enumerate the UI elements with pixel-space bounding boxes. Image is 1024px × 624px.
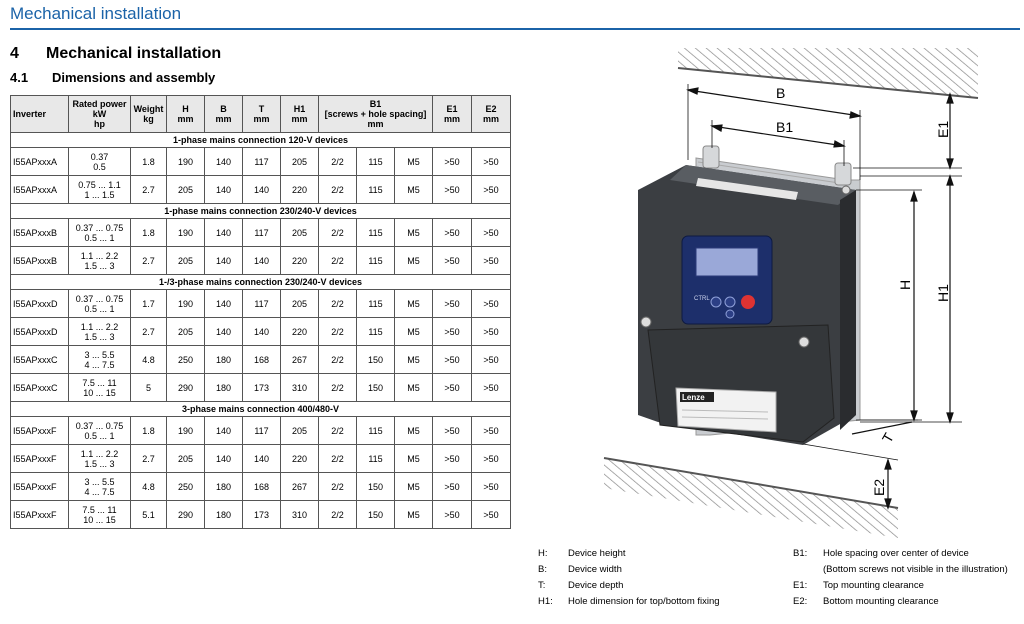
header-rated-power: Rated power kW hp (69, 96, 131, 133)
cell-t: 117 (243, 219, 281, 247)
cell-hp: 1.5 ... 3 (84, 331, 115, 342)
header-b: B mm (205, 96, 243, 133)
cell-b: 180 (205, 346, 243, 374)
header-e1: E1 mm (433, 96, 472, 133)
cell-hp: 0.5 ... 1 (84, 430, 115, 441)
top-bracket-left (703, 146, 719, 168)
cell-e1: >50 (433, 473, 472, 501)
screw-right (799, 337, 809, 347)
cell-spacing: 115 (357, 247, 395, 275)
cell-rated-power (69, 445, 131, 473)
cell-kw: 0.37 ... 0.75 (75, 420, 124, 431)
cell-inverter: I55APxxxD (11, 318, 69, 346)
cell-e2: >50 (472, 290, 511, 318)
cell-thread: M5 (395, 473, 433, 501)
cell-spacing: 150 (357, 374, 395, 402)
cell-h: 250 (167, 346, 205, 374)
cell-rated-power (69, 148, 131, 176)
cell-thread: M5 (395, 501, 433, 529)
cell-e2: >50 (472, 247, 511, 275)
cell-screws: 2/2 (319, 318, 357, 346)
cell-h1: 267 (281, 473, 319, 501)
cell-e1: >50 (433, 247, 472, 275)
cell-inverter: I55APxxxB (11, 247, 69, 275)
cell-inverter: I55APxxxC (11, 346, 69, 374)
cell-hp: 0.5 (93, 161, 106, 172)
cell-kw: 0.37 ... 0.75 (75, 222, 124, 233)
cell-e1: >50 (433, 445, 472, 473)
cell-h1: 205 (281, 148, 319, 176)
cell-inverter: I55APxxxD (11, 290, 69, 318)
cell-weight: 2.7 (131, 445, 167, 473)
cell-hp: 1 ... 1.5 (84, 189, 115, 200)
cell-hp: 10 ... 15 (83, 514, 116, 525)
cell-kw: 0.75 ... 1.1 (78, 179, 121, 190)
screw-top-right (842, 186, 850, 194)
cell-hp: 4 ... 7.5 (84, 486, 115, 497)
cell-inverter: I55APxxxB (11, 219, 69, 247)
cell-hp: 1.5 ... 3 (84, 260, 115, 271)
cell-e2: >50 (472, 219, 511, 247)
cell-b: 140 (205, 318, 243, 346)
cell-hp: 10 ... 15 (83, 387, 116, 398)
cell-screws: 2/2 (319, 417, 357, 445)
cell-thread: M5 (395, 148, 433, 176)
cell-thread: M5 (395, 219, 433, 247)
cell-thread: M5 (395, 374, 433, 402)
cell-e2: >50 (472, 318, 511, 346)
cell-screws: 2/2 (319, 176, 357, 204)
legend-left (538, 546, 720, 610)
cell-kw: 7.5 ... 11 (82, 504, 117, 515)
cell-weight: 1.7 (131, 290, 167, 318)
cell-hp: 4 ... 7.5 (84, 359, 115, 370)
cell-h: 190 (167, 290, 205, 318)
cell-weight: 5 (131, 374, 167, 402)
label-h: H (897, 279, 913, 290)
table-row (11, 445, 511, 473)
cell-spacing: 150 (357, 473, 395, 501)
legend-item-e1: E1: Top mounting clearance (793, 580, 924, 591)
cell-inverter: I55APxxxF (11, 445, 69, 473)
cell-h1: 220 (281, 445, 319, 473)
cell-screws: 2/2 (319, 290, 357, 318)
cell-kw: 1.1 ... 2.2 (80, 250, 119, 261)
cell-rated-power (69, 247, 131, 275)
header-b1: B1 [screws + hole spacing] mm (319, 96, 433, 133)
section-number: 4.1 (10, 70, 29, 85)
cell-h1: 310 (281, 374, 319, 402)
table-row (11, 417, 511, 445)
cell-e1: >50 (433, 346, 472, 374)
keypad-back-button (711, 297, 721, 307)
keypad-down-button (726, 310, 734, 318)
cell-e1: >50 (433, 374, 472, 402)
cell-h1: 205 (281, 417, 319, 445)
cell-spacing: 115 (357, 318, 395, 346)
group-title: 3-phase mains connection 400/480-V (11, 402, 511, 417)
cell-h: 190 (167, 148, 205, 176)
cell-b: 180 (205, 374, 243, 402)
table-row (11, 290, 511, 318)
table-header-row (11, 96, 511, 133)
cell-rated-power (69, 346, 131, 374)
cell-e1: >50 (433, 290, 472, 318)
table-row (11, 318, 511, 346)
cell-spacing: 115 (357, 445, 395, 473)
legend-item-b1: B1: Hole spacing over center of device (793, 548, 969, 559)
cell-thread: M5 (395, 290, 433, 318)
cell-h1: 220 (281, 318, 319, 346)
cell-e2: >50 (472, 148, 511, 176)
cell-kw: 3 ... 5.5 (84, 476, 115, 487)
cell-h: 205 (167, 247, 205, 275)
cell-e1: >50 (433, 501, 472, 529)
cell-e2: >50 (472, 445, 511, 473)
cell-inverter: I55APxxxA (11, 148, 69, 176)
cell-rated-power (69, 501, 131, 529)
cell-kw: 1.1 ... 2.2 (80, 321, 119, 332)
cell-weight: 1.8 (131, 148, 167, 176)
cell-weight: 1.8 (131, 417, 167, 445)
cell-e1: >50 (433, 219, 472, 247)
cell-rated-power (69, 417, 131, 445)
cell-h1: 267 (281, 346, 319, 374)
cell-screws: 2/2 (319, 219, 357, 247)
keypad-enter-button (725, 297, 735, 307)
cell-screws: 2/2 (319, 445, 357, 473)
cell-kw: 0.37 (90, 151, 109, 162)
inverter-dimension-illustration (598, 40, 1018, 540)
legend-item-h: H: Device height (538, 548, 626, 559)
cell-t: 168 (243, 473, 281, 501)
cell-t: 173 (243, 501, 281, 529)
cell-e2: >50 (472, 176, 511, 204)
cell-b: 180 (205, 501, 243, 529)
cell-inverter: I55APxxxF (11, 473, 69, 501)
cell-e1: >50 (433, 148, 472, 176)
cell-h: 190 (167, 417, 205, 445)
cell-b: 140 (205, 148, 243, 176)
legend-item-b1-note: (Bottom screws not visible in the illustration) (823, 564, 1008, 575)
cell-screws: 2/2 (319, 148, 357, 176)
cell-t: 140 (243, 318, 281, 346)
keypad-stop-button (741, 295, 755, 309)
cell-inverter: I55APxxxA (11, 176, 69, 204)
cell-e1: >50 (433, 176, 472, 204)
cell-kw: 7.5 ... 11 (82, 377, 117, 388)
cell-t: 140 (243, 247, 281, 275)
dimension-h (856, 190, 922, 420)
cell-t: 173 (243, 374, 281, 402)
keypad-display (696, 248, 758, 276)
cell-rated-power (69, 374, 131, 402)
cell-thread: M5 (395, 247, 433, 275)
cell-hp: 0.5 ... 1 (84, 303, 115, 314)
cell-screws: 2/2 (319, 346, 357, 374)
cell-weight: 5.1 (131, 501, 167, 529)
cell-h: 190 (167, 219, 205, 247)
cell-spacing: 150 (357, 501, 395, 529)
table-row (11, 219, 511, 247)
dimensions-table (10, 95, 511, 529)
cell-weight: 4.8 (131, 346, 167, 374)
housing-side (840, 190, 856, 430)
cell-t: 117 (243, 290, 281, 318)
section-title: Dimensions and assembly (52, 70, 216, 85)
cell-b: 180 (205, 473, 243, 501)
cell-thread: M5 (395, 176, 433, 204)
label-b: B (776, 85, 786, 101)
cell-kw: 1.1 ... 2.2 (80, 448, 119, 459)
cell-kw: 3 ... 5.5 (84, 349, 115, 360)
table-row (11, 374, 511, 402)
table-row (11, 247, 511, 275)
cell-weight: 2.7 (131, 176, 167, 204)
cell-thread: M5 (395, 417, 433, 445)
group-header-row (11, 204, 511, 219)
top-bracket-right (835, 163, 851, 185)
cell-rated-power (69, 176, 131, 204)
table-row (11, 346, 511, 374)
legend-item-h1: H1: Hole dimension for top/bottom fixing (538, 596, 720, 607)
group-title: 1-/3-phase mains connection 230/240-V devices (11, 275, 511, 290)
header-h1: H1 mm (281, 96, 319, 133)
section-header-title: Mechanical installation (10, 4, 182, 23)
header-inverter: Inverter (11, 96, 69, 133)
legend-right (793, 546, 1008, 610)
group-header-row (11, 402, 511, 417)
legend-item-b: B: Device width (538, 564, 622, 575)
table-row (11, 148, 511, 176)
cell-b: 140 (205, 219, 243, 247)
cell-screws: 2/2 (319, 374, 357, 402)
cell-spacing: 115 (357, 219, 395, 247)
cell-inverter: I55APxxxC (11, 374, 69, 402)
cell-t: 117 (243, 148, 281, 176)
section-heading (10, 70, 215, 85)
table-row (11, 501, 511, 529)
cell-rated-power (69, 318, 131, 346)
cell-b: 140 (205, 247, 243, 275)
header-e2: E2 mm (472, 96, 511, 133)
cell-e2: >50 (472, 473, 511, 501)
group-header-row (11, 133, 511, 148)
cell-e1: >50 (433, 417, 472, 445)
cell-h1: 310 (281, 501, 319, 529)
chapter-title: Mechanical installation (46, 45, 222, 62)
cell-screws: 2/2 (319, 247, 357, 275)
cell-spacing: 115 (357, 417, 395, 445)
label-e2: E2 (871, 478, 887, 496)
floor-hatch (604, 458, 898, 538)
cell-hp: 0.5 ... 1 (84, 232, 115, 243)
cell-spacing: 115 (357, 148, 395, 176)
cell-t: 140 (243, 445, 281, 473)
cell-t: 168 (243, 346, 281, 374)
cell-weight: 1.8 (131, 219, 167, 247)
cell-e2: >50 (472, 346, 511, 374)
cell-b: 140 (205, 445, 243, 473)
label-e1: E1 (935, 120, 951, 138)
cell-h: 250 (167, 473, 205, 501)
cell-weight: 2.7 (131, 318, 167, 346)
group-header-row (11, 275, 511, 290)
cell-b: 140 (205, 290, 243, 318)
group-title: 1-phase mains connection 230/240-V devices (11, 204, 511, 219)
cell-rated-power (69, 219, 131, 247)
cell-h1: 205 (281, 219, 319, 247)
cell-rated-power (69, 473, 131, 501)
cell-rated-power (69, 290, 131, 318)
cell-spacing: 115 (357, 176, 395, 204)
cell-e2: >50 (472, 417, 511, 445)
keypad-ctrl-key: CTRL (694, 296, 710, 302)
cell-screws: 2/2 (319, 501, 357, 529)
cell-h1: 220 (281, 247, 319, 275)
chapter-heading (10, 45, 221, 63)
cell-b: 140 (205, 176, 243, 204)
cell-t: 117 (243, 417, 281, 445)
cell-spacing: 115 (357, 290, 395, 318)
cell-e1: >50 (433, 318, 472, 346)
cell-weight: 4.8 (131, 473, 167, 501)
cell-inverter: I55APxxxF (11, 417, 69, 445)
brand-logo: Lenze (682, 393, 705, 402)
chapter-number: 4 (10, 45, 19, 62)
cell-hp: 1.5 ... 3 (84, 458, 115, 469)
cell-screws: 2/2 (319, 473, 357, 501)
label-h1: H1 (935, 284, 951, 302)
cell-h: 290 (167, 374, 205, 402)
cell-h1: 220 (281, 176, 319, 204)
cell-h: 205 (167, 445, 205, 473)
cell-e2: >50 (472, 374, 511, 402)
cell-inverter: I55APxxxF (11, 501, 69, 529)
group-title: 1-phase mains connection 120-V devices (11, 133, 511, 148)
cell-e2: >50 (472, 501, 511, 529)
header-rule (10, 28, 1020, 30)
header-h: H mm (167, 96, 205, 133)
label-t: T (878, 430, 897, 446)
screw-left (641, 317, 651, 327)
cell-h: 205 (167, 176, 205, 204)
cell-h: 205 (167, 318, 205, 346)
cell-kw: 0.37 ... 0.75 (75, 293, 124, 304)
cell-weight: 2.7 (131, 247, 167, 275)
cell-thread: M5 (395, 445, 433, 473)
table-row (11, 473, 511, 501)
legend-item-t: T: Device depth (538, 580, 624, 591)
cell-h1: 205 (281, 290, 319, 318)
legend-item-e2: E2: Bottom mounting clearance (793, 596, 939, 607)
header-t: T mm (243, 96, 281, 133)
header-weight: Weight kg (131, 96, 167, 133)
table-row (11, 176, 511, 204)
cell-b: 140 (205, 417, 243, 445)
label-b1: B1 (776, 119, 794, 135)
cell-t: 140 (243, 176, 281, 204)
cell-thread: M5 (395, 318, 433, 346)
cell-spacing: 150 (357, 346, 395, 374)
cell-thread: M5 (395, 346, 433, 374)
cell-h: 290 (167, 501, 205, 529)
